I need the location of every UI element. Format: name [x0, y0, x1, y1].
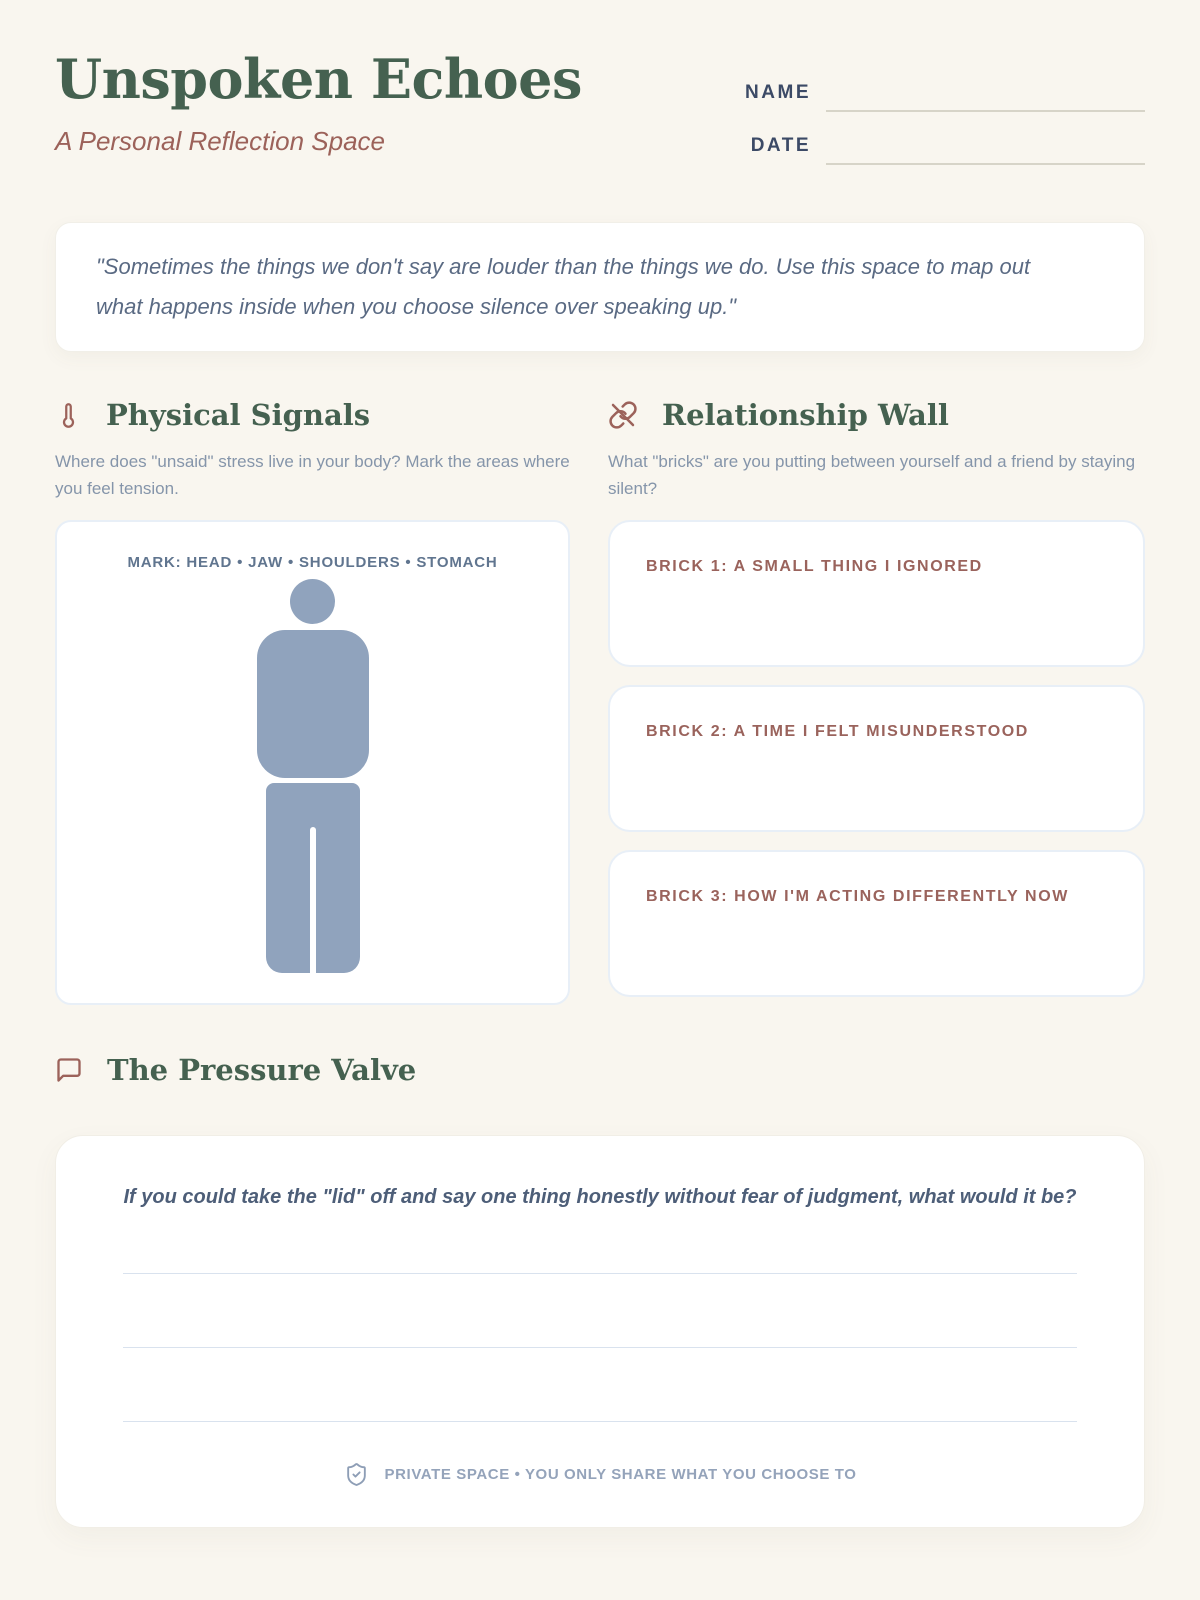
- pressure-valve-heading: [55, 1053, 1145, 1087]
- unlink-icon: [608, 400, 638, 430]
- body-map-card[interactable]: [55, 520, 570, 1005]
- date-input-line[interactable]: [826, 123, 1145, 165]
- relationship-wall-heading: [608, 398, 1145, 432]
- physical-signals-heading: [55, 398, 570, 432]
- intro-quote-card: [55, 222, 1145, 352]
- thermometer-icon: [55, 402, 82, 429]
- relationship-wall-description: What "bricks" are you putting between yourself and a friend by staying silent?: [608, 452, 1136, 498]
- name-input-line[interactable]: [826, 70, 1145, 112]
- header-titles: [55, 48, 582, 157]
- intro-quote-text: "Sometimes the things we don't say are louder than the things we do. Use this space to map out what happens inside when you choose silence over speaking up.": [96, 254, 1031, 319]
- section-relationship-wall: [608, 398, 1145, 1005]
- brick-2-label: BRICK 2: A TIME I FELT MISUNDERSTOOD: [646, 723, 1029, 740]
- date-label: DATE: [750, 135, 811, 156]
- page-subtitle: A Personal Reflection Space: [55, 126, 386, 157]
- writing-line-3[interactable]: [123, 1348, 1077, 1422]
- writing-line-2[interactable]: [123, 1274, 1077, 1348]
- figure-head[interactable]: [290, 579, 335, 624]
- shield-check-icon: [344, 1462, 369, 1487]
- human-figure[interactable]: [57, 579, 568, 973]
- privacy-note-text: PRIVATE SPACE • YOU ONLY SHARE WHAT YOU CHOOSE TO: [384, 1466, 857, 1483]
- columns: [55, 398, 1145, 1005]
- message-square-icon: [55, 1056, 83, 1084]
- header-fields: [743, 48, 1145, 176]
- page-title: Unspoken Echoes: [55, 47, 582, 111]
- brick-1-label: BRICK 1: A SMALL THING I IGNORED: [646, 558, 983, 575]
- figure-legs[interactable]: [266, 783, 360, 973]
- pressure-valve-card: [55, 1135, 1145, 1528]
- physical-signals-description: Where does "unsaid" stress live in your body? Mark the areas where you feel tension.: [55, 452, 570, 498]
- name-field-row: [743, 70, 1145, 112]
- brick-3-label: BRICK 3: HOW I'M ACTING DIFFERENTLY NOW: [646, 888, 1069, 905]
- date-field-row: [743, 123, 1145, 165]
- brick-card-3[interactable]: [608, 850, 1145, 997]
- pressure-valve-title: The Pressure Valve: [107, 1053, 417, 1087]
- figure-torso[interactable]: [257, 630, 369, 778]
- brick-list: [608, 520, 1145, 997]
- name-label: NAME: [745, 82, 811, 103]
- body-map-mark-label: MARK: HEAD • JAW • SHOULDERS • STOMACH: [127, 554, 498, 571]
- section-physical-signals: [55, 398, 570, 1005]
- header: [55, 48, 1145, 176]
- brick-card-2[interactable]: [608, 685, 1145, 832]
- brick-card-1[interactable]: [608, 520, 1145, 667]
- physical-signals-title: Physical Signals: [106, 398, 371, 432]
- relationship-wall-title: Relationship Wall: [662, 398, 949, 432]
- pressure-valve-prompt: If you could take the "lid" off and say one thing honestly without fear of judgment, what would it be?: [123, 1186, 1077, 1208]
- privacy-note: [123, 1462, 1077, 1487]
- writing-line-1[interactable]: [123, 1212, 1077, 1274]
